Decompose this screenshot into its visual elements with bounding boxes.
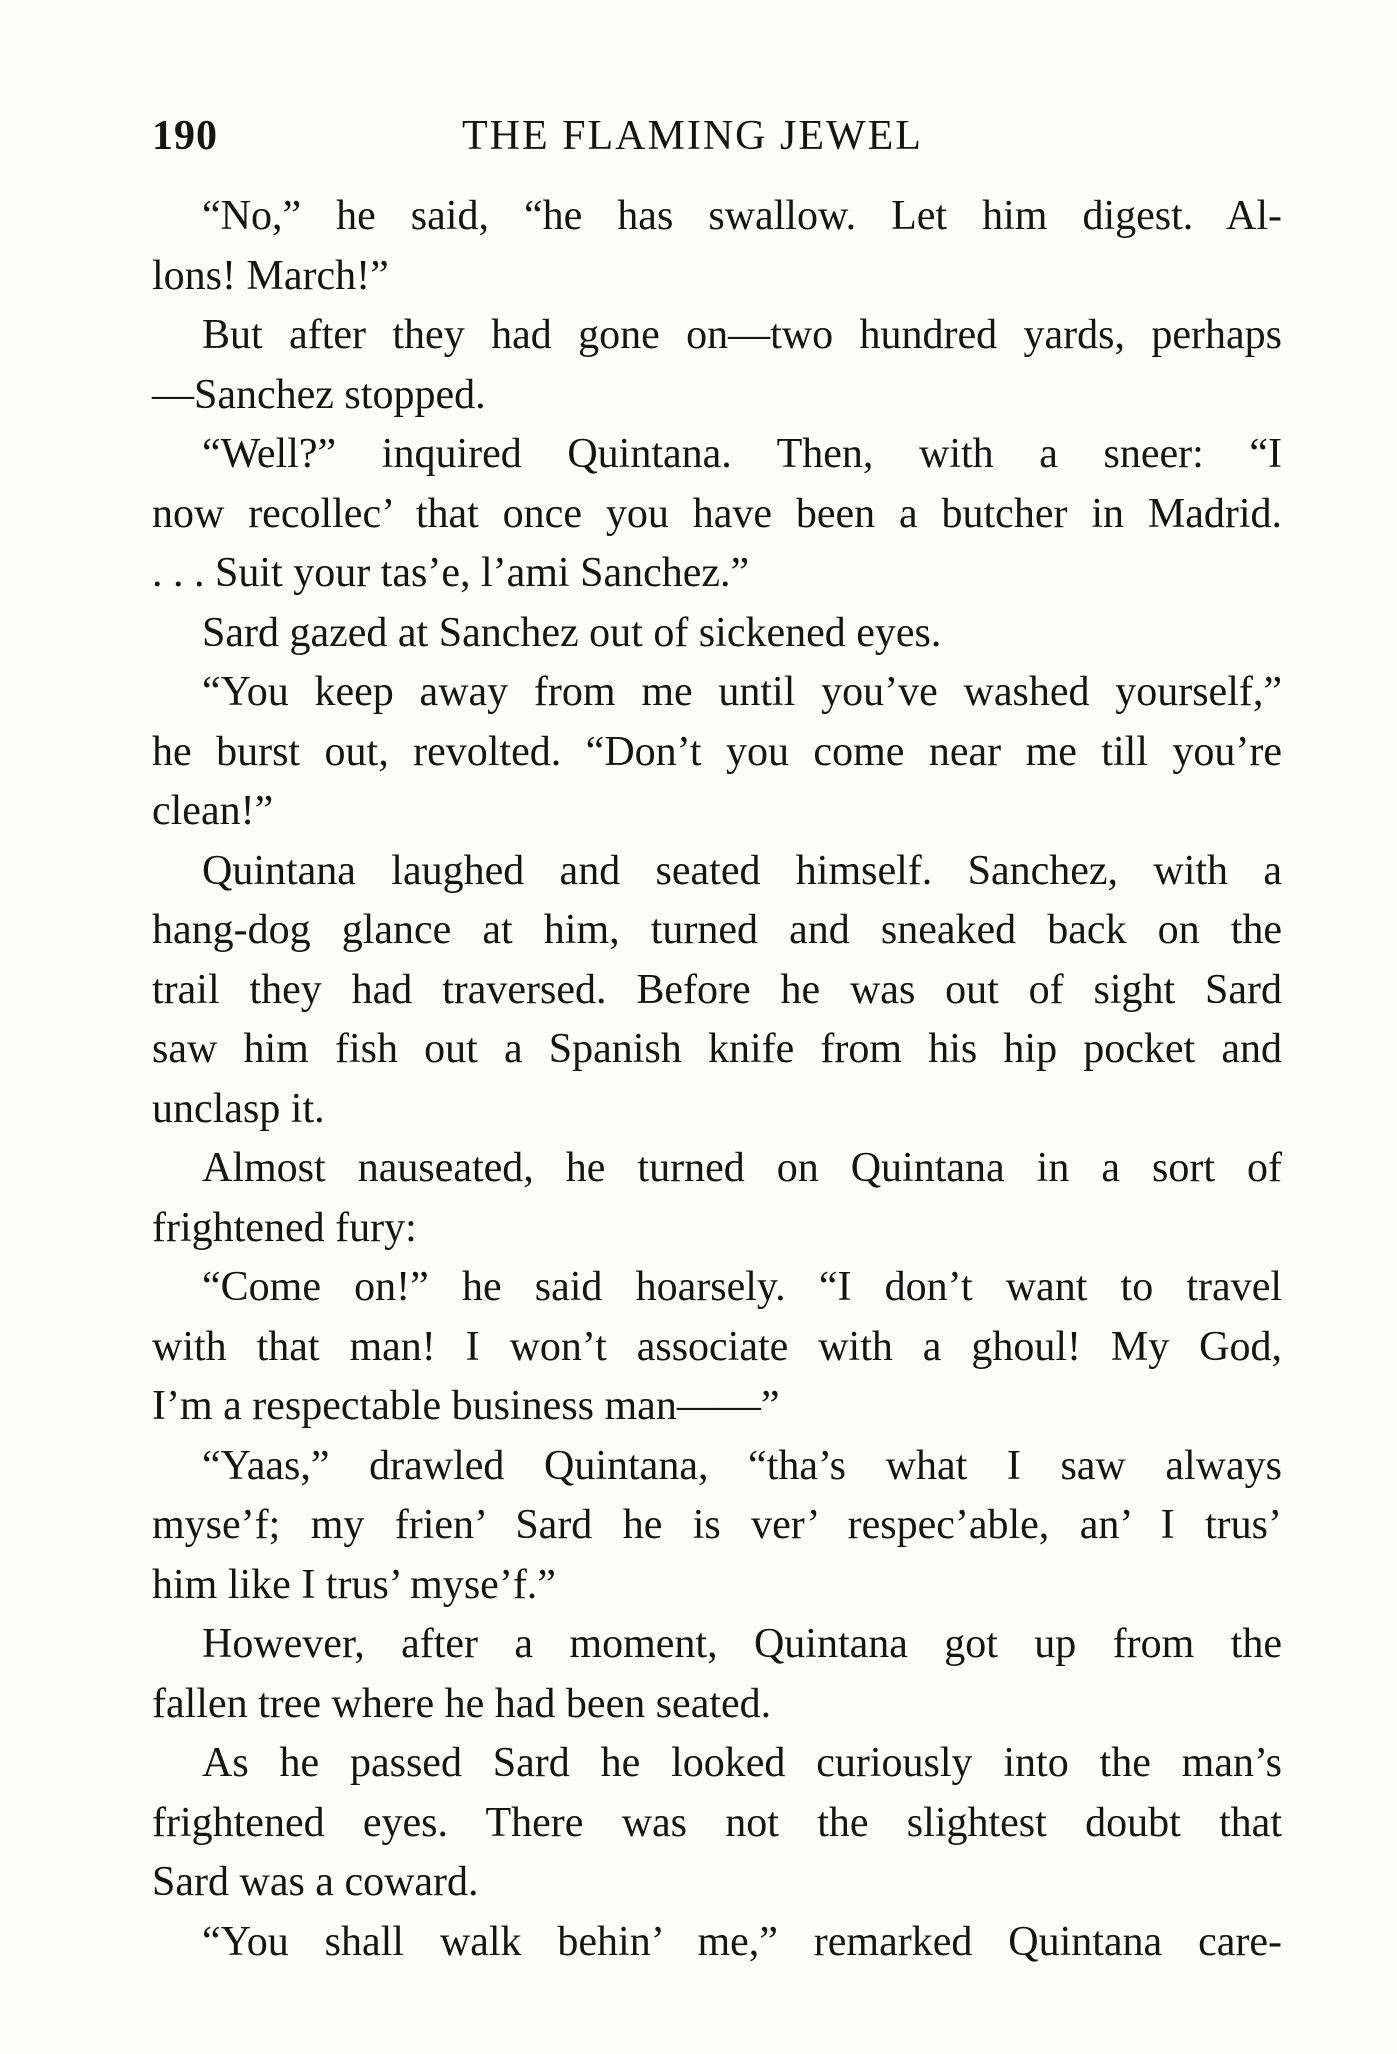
text-line: unclasp it. [152, 1085, 325, 1132]
text-line: “Yaas,” drawled Quintana, “tha’s what I saw always [202, 1442, 1282, 1489]
text-line: As he passed Sard he looked curiously into the man’s [202, 1740, 1282, 1786]
text-line: with that man! I won’t associate with a ghoul! My God, [152, 1323, 1282, 1370]
text-line: Sard was a coward. [152, 1859, 479, 1905]
text-line: But after they had gone on—two hundred yards, perhaps [202, 312, 1282, 358]
text-line: Almost nauseated, he turned on Quintana in a sort of [202, 1145, 1282, 1191]
text-line: “You keep away from me until you’ve washed yourself,” [202, 669, 1282, 715]
text-line: —Sanchez stopped. [152, 371, 486, 418]
text-line: frightened fury: [152, 1204, 417, 1251]
body-text [152, 187, 1282, 1972]
text-line: “Come on!” he said hoarsely. “I don’t want to travel [202, 1264, 1282, 1310]
text-line: hang-dog glance at him, turned and sneaked back on the [152, 907, 1282, 953]
text-line: “No,” he said, “he has swallow. Let him digest. Al- [202, 193, 1282, 239]
text-line: . . . Suit your tas’e, l’ami Sanchez.” [152, 550, 750, 596]
text-line: Quintana laughed and seated himself. Sanchez, with a [202, 847, 1282, 894]
text-line: fallen tree where he had been seated. [152, 1680, 772, 1727]
text-line: him like I trus’ myse’f.” [152, 1561, 556, 1608]
page-header [152, 112, 1282, 172]
text-line: clean!” [152, 788, 274, 834]
text-line: lons! March!” [152, 252, 389, 299]
text-line: “You shall walk behin’ me,” remarked Quintana care- [202, 1918, 1282, 1965]
running-title: THE FLAMING JEWEL [462, 113, 923, 159]
page-number: 190 [152, 113, 218, 159]
text-line: However, after a moment, Quintana got up from the [202, 1621, 1282, 1667]
text-line: “Well?” inquired Quintana. Then, with a sneer: “I [202, 431, 1282, 477]
text-line: Sard gazed at Sanchez out of sickened eyes. [202, 609, 942, 656]
text-line: frightened eyes. There was not the slightest doubt that [152, 1799, 1282, 1846]
text-line: myse’f; my frien’ Sard he is ver’ respec’able, an’ I trus’ [152, 1502, 1282, 1548]
text-line: trail they had traversed. Before he was out of sight Sard [152, 966, 1282, 1013]
text-line: saw him fish out a Spanish knife from his hip pocket and [152, 1026, 1282, 1072]
text-line: he burst out, revolted. “Don’t you come near me till you’re [152, 728, 1282, 775]
text-line: I’m a respectable business man——” [152, 1383, 780, 1429]
text-line: now recollec’ that once you have been a butcher in Madrid. [152, 490, 1282, 537]
